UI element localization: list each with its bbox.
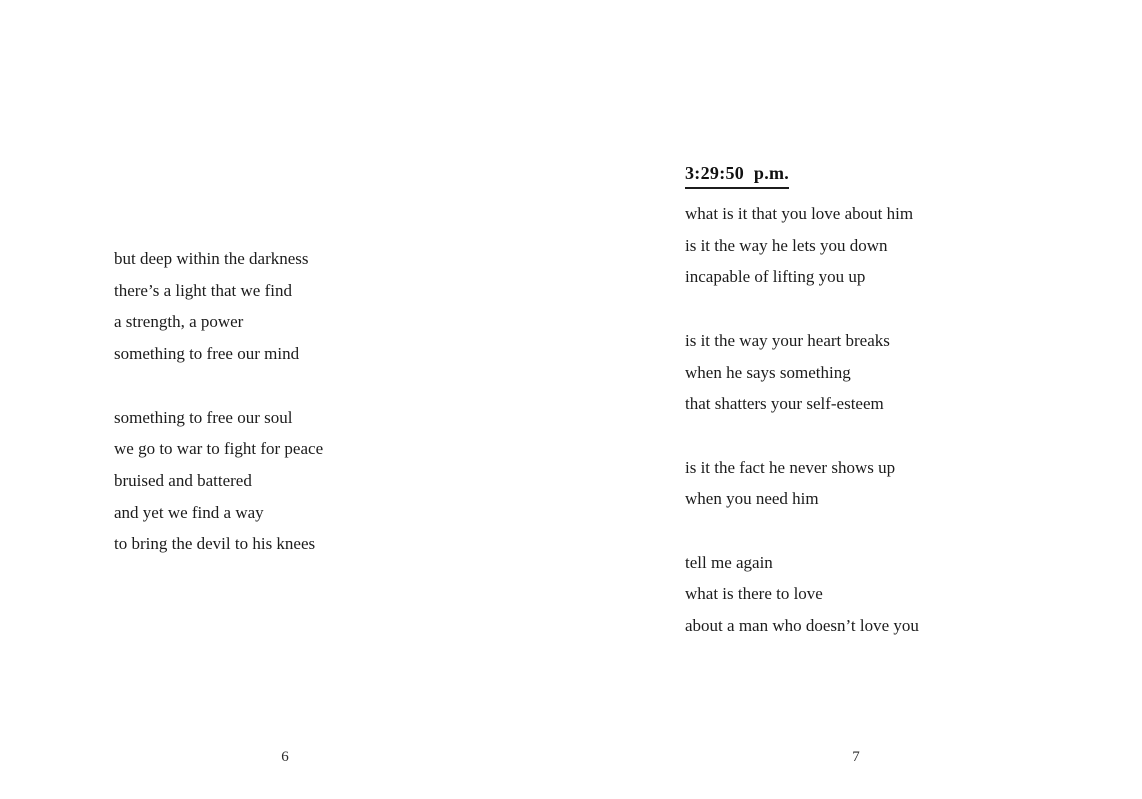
poem-line: something to free our mind: [114, 344, 300, 364]
poem-stanza: [114, 243, 323, 370]
poem-line: what is there to love: [685, 584, 823, 604]
poem-line: when he says something: [685, 362, 851, 382]
poem-line: that shatters your self-esteem: [685, 394, 884, 414]
poem-line: we go to war to fight for peace: [114, 439, 324, 459]
poem-title: 3:29:50 p.m.: [685, 163, 789, 189]
poem-line: about a man who doesn’t love you: [685, 616, 919, 636]
page-number-right: 7: [852, 749, 860, 765]
poem-stanza: [685, 325, 919, 420]
poem-line: to bring the devil to his knees: [114, 534, 316, 554]
poem-line: when you need him: [685, 489, 819, 509]
poem-line: is it the way he lets you down: [685, 235, 888, 255]
poem-line: incapable of lifting you up: [685, 267, 866, 287]
right-page: [571, 0, 1142, 799]
poem-line: what is it that you love about him: [685, 204, 914, 223]
poem-line: and yet we find a way: [114, 502, 264, 522]
poem-line: bruised and battered: [114, 470, 252, 490]
right-poem: [685, 198, 919, 642]
poem-line: something to free our soul: [114, 407, 293, 427]
left-poem: [114, 243, 323, 560]
poem-stanza: [685, 547, 919, 642]
poem-stanza: [685, 452, 919, 515]
poem-stanza: [685, 198, 919, 293]
page-number-left: 6: [281, 749, 289, 765]
poem-line: a strength, a power: [114, 312, 244, 332]
poem-line: but deep within the darkness: [114, 249, 309, 268]
poem-stanza: [114, 402, 323, 561]
poem-title-wrap: [685, 163, 789, 189]
poem-line: is it the way your heart breaks: [685, 330, 890, 350]
poem-line: there’s a light that we find: [114, 280, 292, 300]
poem-line: is it the fact he never shows up: [685, 457, 896, 477]
poem-line: tell me again: [685, 552, 773, 572]
